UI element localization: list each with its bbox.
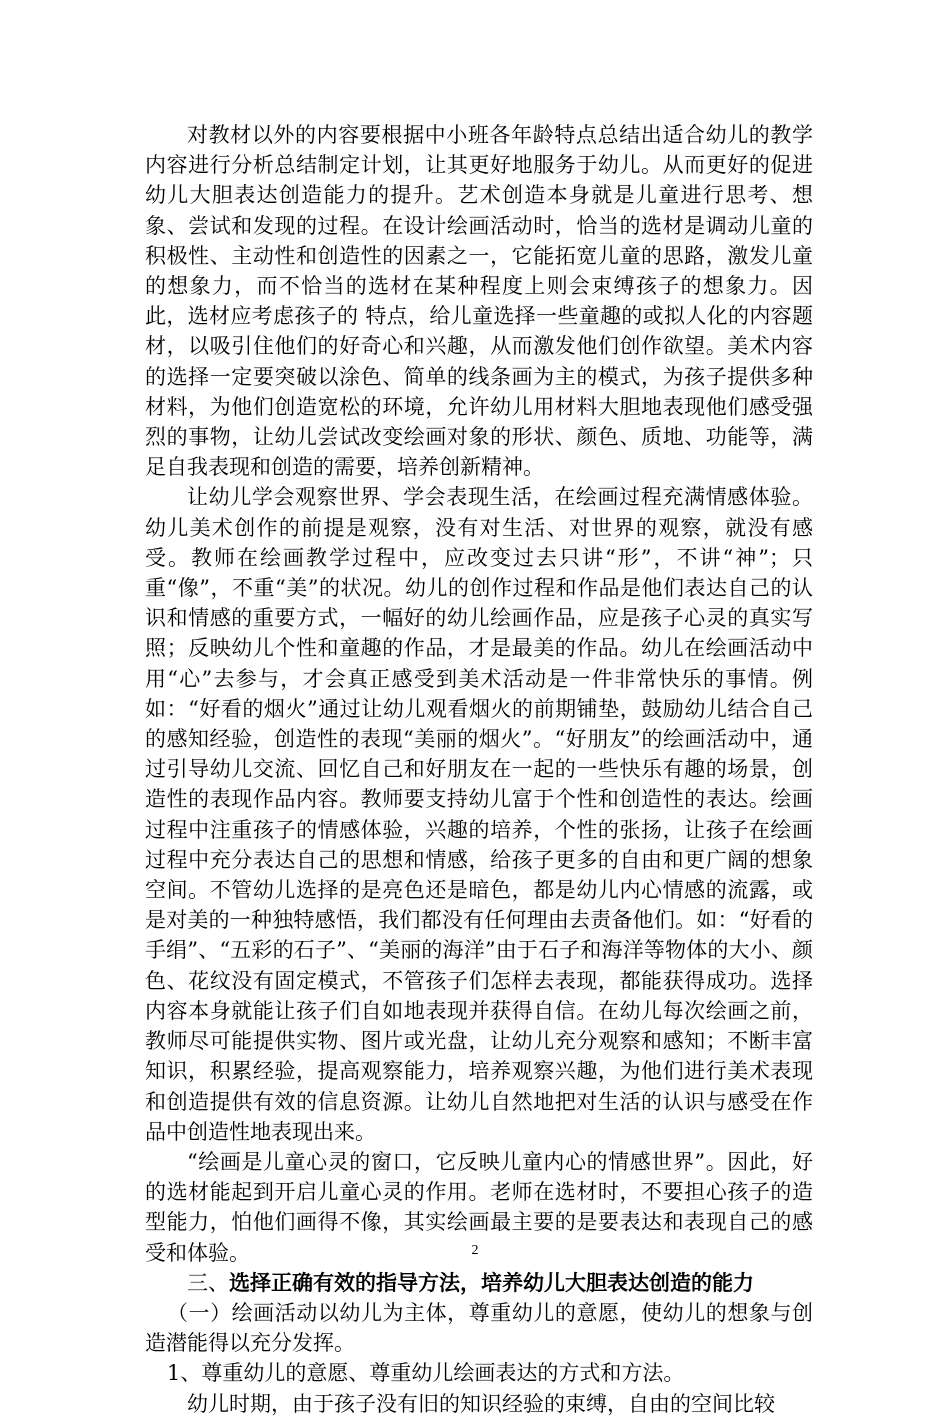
paragraph-3: “绘画是儿童心灵的窗口，它反映儿童内心的情感世界”。因此，好的选材能起到开启儿童心灵的作用。老师在选材时，不要担心孩子的造型能力，怕他们画得不像，其实绘画最主要的是要表达和表现自己的感受和体验。 xyxy=(145,1149,813,1265)
list-item-1: 1、尊重幼儿的意愿、尊重幼儿绘画表达的方式和方法。 xyxy=(167,1361,685,1386)
paragraph-4: 幼儿时期，由于孩子没有旧的知识经验的束缚，自由的空间比较 xyxy=(187,1391,775,1416)
sub-heading: （一）绘画活动以幼儿为主体，尊重幼儿的意愿，使幼儿的想象与创造潜能得以充分发挥。 xyxy=(145,1300,813,1356)
paragraph-2: 让幼儿学会观察世界、学会表现生活，在绘画过程充满情感体验。幼儿美术创作的前提是观察，没有对生活、对世界的观察，就没有感受。教师在绘画教学过程中，应改变过去只讲“形”，不讲“神”；只重“像”，不重“美”的状况。幼儿的创作过程和作品是他们表达自己的认识和情感的重要方式，一幅好的幼儿绘画作品，应是孩子心灵的真实写照；反映幼儿个性和童趣的作品，才是最美的作品。幼儿在绘画活动中用“心”去参与，才会真正感受到美术活动是一件非常快乐的事情。例如：“好看的烟火”通过让幼儿观看烟火的前期铺垫，鼓励幼儿结合自己的感知经验，创造性的表现“美丽的烟火”。“好朋友”的绘画活动中，通过引导幼儿交流、回忆自己和好朋友在一起的一些快乐有趣的场景，创造性的表现作品内容。教师要支持幼儿富于个性和创造性的表达。绘画过程中注重孩子的情感体验，兴趣的培养，个性的张扬，让孩子在绘画过程中充分表达自己的思想和情感，给孩子更多的自由和更广阔的想象空间。不管幼儿选择的是亮色还是暗色，都是幼儿内心情感的流露，或是对美的一种独特感悟，我们都没有任何理由去责备他们。如：“好看的手绢”、“五彩的石子”、“美丽的海洋”由于石子和海洋等物体的大小、颜色、花纹没有固定模式，不管孩子们怎样去表现，都能获得成功。选择内容本身就能让孩子们自如地表现并获得自信。在幼儿每次绘画之前，教师尽可能提供实物、图片或光盘，让幼儿充分观察和感知；不断丰富知识，积累经验，提高观察能力，培养观察兴趣，为他们进行美术表现和创造提供有效的信息资源。让幼儿自然地把对生活的认识与感受在作品中创造性地表现出来。 xyxy=(145,485,813,1144)
paragraph-1: 对教材以外的内容要根据中小班各年龄特点总结出适合幼儿的教学内容进行分析总结制定计划，让其更好地服务于幼儿。从而更好的促进幼儿大胆表达创造能力的提升。艺术创造本身就是儿童进行思考、想象、尝试和发现的过程。在设计绘画活动时，恰当的选材是调动儿童的积极性、主动性和创造性的因素之一，它能拓宽儿童的思路，激发儿童的想象力，而不恰当的选材在某种程度上则会束缚孩子的想象力。因此，选材应考虑孩子的 特点，给儿童选择一些童趣的或拟人化的内容题材，以吸引住他们的好奇心和兴趣，从而激发他们创作欲望。美术内容的选择一定要突破以涂色、简单的线条画为主的模式，为孩子提供多种材料，为他们创造宽松的环境，允许幼儿用材料大胆地表现他们感受强烈的事物，让幼儿尝试改变绘画对象的形状、颜色、质地、功能等，满足自我表现和创造的需要，培养创新精神。 xyxy=(145,123,813,480)
document-body xyxy=(145,120,813,1419)
section-heading-number: 三、 xyxy=(187,1270,229,1295)
section-heading xyxy=(145,1268,813,1298)
page-number: 2 xyxy=(471,1243,479,1258)
section-heading-text: 选择正确有效的指导方法，培养幼儿大胆表达创造的能力 xyxy=(229,1269,754,1295)
